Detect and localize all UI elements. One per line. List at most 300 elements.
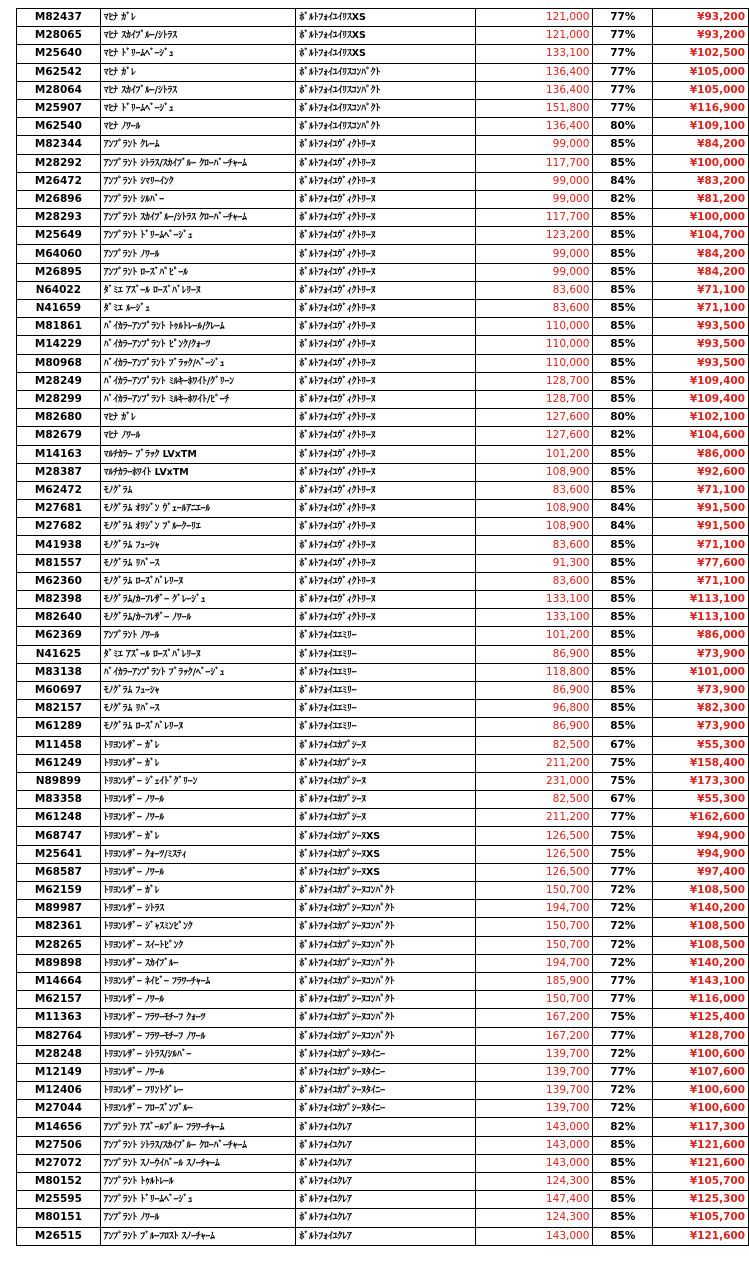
table-row: [17, 81, 749, 99]
retail-price-cell: 128,700: [475, 372, 593, 390]
rate-cell: 85%: [593, 154, 653, 172]
item-name-cell: ﾄﾘﾖﾝﾚｻﾞｰ ｶﾞﾚ: [100, 882, 296, 900]
buy-price-cell: ¥109,100: [653, 118, 749, 136]
retail-price-cell: 99,000: [475, 136, 593, 154]
buy-price-cell: ¥55,300: [653, 736, 749, 754]
buy-price-cell: ¥116,900: [653, 99, 749, 117]
table-row: [17, 718, 749, 736]
model-name-cell: ﾎﾞﾙﾄﾌｫｲﾕｶﾌﾟｼｰﾇ: [296, 736, 475, 754]
model-name-cell: ﾎﾞﾙﾄﾌｫｲﾕｸﾚｱ: [296, 1209, 475, 1227]
rate-cell: 85%: [593, 263, 653, 281]
model-name-cell: ﾎﾞﾙﾄﾌｫｲﾕｶﾌﾟｼｰﾇﾀｲﾆｰ: [296, 1082, 475, 1100]
item-name-cell: ｱﾝﾌﾟﾗﾝﾄ ｽｶｲﾌﾞﾙｰ/ｼﾄﾗｽ ｸﾛｰﾊﾞｰﾁｬｰﾑ: [100, 209, 296, 227]
rate-cell: 77%: [593, 991, 653, 1009]
model-name-cell: ﾎﾞﾙﾄﾌｫｲﾕｶﾌﾟｼｰﾇXS: [296, 827, 475, 845]
model-name-cell: ﾎﾞﾙﾄﾌｫｲﾕｳﾞｨｸﾄﾘｰﾇ: [296, 554, 475, 572]
item-code-cell: M28065: [17, 27, 101, 45]
item-name-cell: ｱﾝﾌﾟﾗﾝﾄ ﾄﾞﾘｰﾑﾍﾞｰｼﾞｭ: [100, 227, 296, 245]
rate-cell: 77%: [593, 99, 653, 117]
item-name-cell: ﾄﾘﾖﾝﾚｻﾞｰ ﾈｲﾋﾞｰ ﾌﾗﾜｰﾁｬｰﾑ: [100, 972, 296, 990]
table-row: [17, 663, 749, 681]
buy-price-cell: ¥93,200: [653, 27, 749, 45]
item-name-cell: ﾓﾉｸﾞﾗﾑ ﾘﾊﾞｰｽ: [100, 554, 296, 572]
retail-price-cell: 143,000: [475, 1136, 593, 1154]
buy-price-cell: ¥73,900: [653, 681, 749, 699]
model-name-cell: ﾎﾞﾙﾄﾌｫｲﾕｶﾌﾟｼｰﾇ: [296, 772, 475, 790]
model-name-cell: ﾎﾞﾙﾄﾌｫｲﾕｳﾞｨｸﾄﾘｰﾇ: [296, 172, 475, 190]
item-code-cell: M82437: [17, 9, 101, 27]
table-row: [17, 1136, 749, 1154]
buy-price-cell: ¥140,200: [653, 900, 749, 918]
item-name-cell: ﾊﾞｲｶﾗｰｱﾝﾌﾟﾗﾝﾄ ﾋﾟﾝｸ/ｸｫｰﾂ: [100, 336, 296, 354]
buy-price-cell: ¥105,000: [653, 81, 749, 99]
item-code-cell: M62360: [17, 572, 101, 590]
retail-price-cell: 150,700: [475, 991, 593, 1009]
rate-cell: 85%: [593, 354, 653, 372]
table-row: [17, 700, 749, 718]
rate-cell: 85%: [593, 1154, 653, 1172]
model-name-cell: ﾎﾞﾙﾄﾌｫｲﾕｳﾞｨｸﾄﾘｰﾇ: [296, 354, 475, 372]
model-name-cell: ﾎﾞﾙﾄﾌｫｲﾕｸﾚｱ: [296, 1136, 475, 1154]
retail-price-cell: 136,400: [475, 118, 593, 136]
retail-price-cell: 124,300: [475, 1209, 593, 1227]
model-name-cell: ﾎﾞﾙﾄﾌｫｲﾕｸﾚｱ: [296, 1173, 475, 1191]
rate-cell: 82%: [593, 190, 653, 208]
item-code-cell: M12149: [17, 1063, 101, 1081]
rate-cell: 85%: [593, 609, 653, 627]
item-name-cell: ﾊﾞｲｶﾗｰｱﾝﾌﾟﾗﾝﾄ ﾌﾞﾗｯｸ/ﾍﾞｰｼﾞｭ: [100, 663, 296, 681]
table-row: [17, 227, 749, 245]
table-row: [17, 45, 749, 63]
item-code-cell: M26896: [17, 190, 101, 208]
rate-cell: 77%: [593, 972, 653, 990]
rate-cell: 85%: [593, 572, 653, 590]
retail-price-cell: 167,200: [475, 1027, 593, 1045]
model-name-cell: ﾎﾞﾙﾄﾌｫｲﾕｶﾌﾟｼｰﾇｺﾝﾊﾟｸﾄ: [296, 954, 475, 972]
retail-price-cell: 108,900: [475, 463, 593, 481]
item-name-cell: ｱﾝﾌﾟﾗﾝﾄ ｼﾙﾊﾞｰ: [100, 190, 296, 208]
rate-cell: 75%: [593, 772, 653, 790]
rate-cell: 77%: [593, 45, 653, 63]
item-code-cell: M82764: [17, 1027, 101, 1045]
rate-cell: 85%: [593, 300, 653, 318]
item-name-cell: ｱﾝﾌﾟﾗﾝﾄ ﾄﾞﾘｰﾑﾍﾞｰｼﾞｭ: [100, 1191, 296, 1209]
model-name-cell: ﾎﾞﾙﾄﾌｫｲﾕｳﾞｨｸﾄﾘｰﾇ: [296, 427, 475, 445]
item-name-cell: ﾄﾘﾖﾝﾚｻﾞｰ ｸｫｰﾂ/ﾐｽﾃｨ: [100, 845, 296, 863]
rate-cell: 72%: [593, 918, 653, 936]
item-name-cell: ﾄﾘﾖﾝﾚｻﾞｰ ｼﾞｬｽﾐﾝﾋﾟﾝｸ: [100, 918, 296, 936]
table-row: [17, 1063, 749, 1081]
table-row: [17, 772, 749, 790]
buy-price-cell: ¥128,700: [653, 1027, 749, 1045]
model-name-cell: ﾎﾞﾙﾄﾌｫｲﾕｳﾞｨｸﾄﾘｰﾇ: [296, 536, 475, 554]
rate-cell: 85%: [593, 718, 653, 736]
model-name-cell: ﾎﾞﾙﾄﾌｫｲﾕｲﾘｽXS: [296, 45, 475, 63]
table-row: [17, 409, 749, 427]
rate-cell: 67%: [593, 736, 653, 754]
item-name-cell: ﾊﾞｲｶﾗｰｱﾝﾌﾟﾗﾝﾄ ﾐﾙｷｰﾎﾜｲﾄ/ｸﾞﾘｰﾝ: [100, 372, 296, 390]
rate-cell: 85%: [593, 700, 653, 718]
buy-price-cell: ¥113,100: [653, 609, 749, 627]
table-row: [17, 754, 749, 772]
rate-cell: 85%: [593, 591, 653, 609]
item-code-cell: M26472: [17, 172, 101, 190]
retail-price-cell: 126,500: [475, 863, 593, 881]
table-row: [17, 99, 749, 117]
rate-cell: 85%: [593, 227, 653, 245]
buy-price-cell: ¥73,900: [653, 718, 749, 736]
table-row: [17, 1191, 749, 1209]
item-name-cell: ﾓﾉｸﾞﾗﾑ ｵﾘｼﾞﾝ ﾌﾞﾙｰｸｰﾘｴ: [100, 518, 296, 536]
table-row: [17, 136, 749, 154]
retail-price-cell: 133,100: [475, 591, 593, 609]
rate-cell: 77%: [593, 1063, 653, 1081]
model-name-cell: ﾎﾞﾙﾄﾌｫｲﾕｳﾞｨｸﾄﾘｰﾇ: [296, 390, 475, 408]
retail-price-cell: 83,600: [475, 572, 593, 590]
table-row: [17, 1227, 749, 1245]
buy-price-cell: ¥84,200: [653, 245, 749, 263]
rate-cell: 72%: [593, 882, 653, 900]
table-row: [17, 1082, 749, 1100]
rate-cell: 85%: [593, 209, 653, 227]
table-row: [17, 609, 749, 627]
item-name-cell: ｱﾝﾌﾟﾗﾝﾄ ｼﾄﾗｽ/ｽｶｲﾌﾞﾙｰ ｸﾛｰﾊﾞｰﾁｬｰﾑ: [100, 154, 296, 172]
retail-price-cell: 121,000: [475, 9, 593, 27]
buy-price-cell: ¥101,000: [653, 663, 749, 681]
table-row: [17, 1209, 749, 1227]
item-name-cell: ﾓﾉｸﾞﾗﾑ/ｶｰﾌﾚｻﾞｰ ﾉﾜｰﾙ: [100, 609, 296, 627]
model-name-cell: ﾎﾞﾙﾄﾌｫｲﾕｴﾐﾘｰ: [296, 627, 475, 645]
table-row: [17, 9, 749, 27]
item-name-cell: ﾓﾉｸﾞﾗﾑ: [100, 481, 296, 499]
buy-price-cell: ¥121,600: [653, 1136, 749, 1154]
buy-price-cell: ¥105,700: [653, 1209, 749, 1227]
rate-cell: 85%: [593, 536, 653, 554]
table-row: [17, 882, 749, 900]
item-name-cell: ﾄﾘﾖﾝﾚｻﾞｰ ｽｶｲﾌﾞﾙｰ: [100, 954, 296, 972]
retail-price-cell: 117,700: [475, 154, 593, 172]
retail-price-cell: 150,700: [475, 918, 593, 936]
retail-price-cell: 110,000: [475, 336, 593, 354]
model-name-cell: ﾎﾞﾙﾄﾌｫｲﾕｳﾞｨｸﾄﾘｰﾇ: [296, 263, 475, 281]
table-row: [17, 318, 749, 336]
model-name-cell: ﾎﾞﾙﾄﾌｫｲﾕｳﾞｨｸﾄﾘｰﾇ: [296, 518, 475, 536]
item-code-cell: M14163: [17, 445, 101, 463]
retail-price-cell: 126,500: [475, 827, 593, 845]
retail-price-cell: 101,200: [475, 445, 593, 463]
buy-price-cell: ¥82,300: [653, 700, 749, 718]
item-name-cell: ｱﾝﾌﾟﾗﾝﾄ ﾌﾞﾙｰﾌﾛｽﾄ ｽﾉｰﾁｬｰﾑ: [100, 1227, 296, 1245]
rate-cell: 85%: [593, 1191, 653, 1209]
rate-cell: 75%: [593, 845, 653, 863]
item-code-cell: M12406: [17, 1082, 101, 1100]
table-row: [17, 190, 749, 208]
retail-price-cell: 123,200: [475, 227, 593, 245]
buy-price-cell: ¥107,600: [653, 1063, 749, 1081]
item-name-cell: ﾊﾞｲｶﾗｰｱﾝﾌﾟﾗﾝﾄ ﾄｩﾙﾄﾚｰﾙ/ｸﾚｰﾑ: [100, 318, 296, 336]
table-row: [17, 791, 749, 809]
buy-price-cell: ¥71,100: [653, 536, 749, 554]
buy-price-cell: ¥109,400: [653, 390, 749, 408]
model-name-cell: ﾎﾞﾙﾄﾌｫｲﾕｲﾘｽｺﾝﾊﾟｸﾄ: [296, 99, 475, 117]
model-name-cell: ﾎﾞﾙﾄﾌｫｲﾕｳﾞｨｸﾄﾘｰﾇ: [296, 300, 475, 318]
retail-price-cell: 86,900: [475, 645, 593, 663]
buy-price-cell: ¥97,400: [653, 863, 749, 881]
item-name-cell: ﾓﾉｸﾞﾗﾑ ﾌｭｰｼｬ: [100, 536, 296, 554]
table-row: [17, 1009, 749, 1027]
retail-price-cell: 127,600: [475, 427, 593, 445]
item-code-cell: M27072: [17, 1154, 101, 1172]
table-row: [17, 736, 749, 754]
rate-cell: 85%: [593, 554, 653, 572]
item-code-cell: M25649: [17, 227, 101, 245]
retail-price-cell: 143,000: [475, 1227, 593, 1245]
model-name-cell: ﾎﾞﾙﾄﾌｫｲﾕｳﾞｨｸﾄﾘｰﾇ: [296, 318, 475, 336]
buy-price-cell: ¥140,200: [653, 954, 749, 972]
item-name-cell: ﾄﾘﾖﾝﾚｻﾞｰ ｼﾞｪｲﾄﾞｸﾞﾘｰﾝ: [100, 772, 296, 790]
rate-cell: 75%: [593, 827, 653, 845]
model-name-cell: ﾎﾞﾙﾄﾌｫｲﾕｳﾞｨｸﾄﾘｰﾇ: [296, 591, 475, 609]
item-code-cell: M28292: [17, 154, 101, 172]
buy-price-cell: ¥125,300: [653, 1191, 749, 1209]
buy-price-cell: ¥94,900: [653, 827, 749, 845]
table-row: [17, 427, 749, 445]
item-code-cell: M11363: [17, 1009, 101, 1027]
buy-price-cell: ¥109,400: [653, 372, 749, 390]
buy-price-cell: ¥71,100: [653, 300, 749, 318]
retail-price-cell: 121,000: [475, 27, 593, 45]
item-name-cell: ﾄﾘﾖﾝﾚｻﾞｰ ﾉﾜｰﾙ: [100, 863, 296, 881]
rate-cell: 85%: [593, 136, 653, 154]
retail-price-cell: 147,400: [475, 1191, 593, 1209]
item-code-cell: M62157: [17, 991, 101, 1009]
retail-price-cell: 83,600: [475, 300, 593, 318]
item-code-cell: M62540: [17, 118, 101, 136]
model-name-cell: ﾎﾞﾙﾄﾌｫｲﾕｶﾌﾟｼｰﾇｺﾝﾊﾟｸﾄ: [296, 882, 475, 900]
item-name-cell: ﾏﾋﾅ ｶﾞﾚ: [100, 9, 296, 27]
item-code-cell: M26515: [17, 1227, 101, 1245]
model-name-cell: ﾎﾞﾙﾄﾌｫｲﾕｳﾞｨｸﾄﾘｰﾇ: [296, 281, 475, 299]
rate-cell: 80%: [593, 409, 653, 427]
rate-cell: 72%: [593, 1100, 653, 1118]
item-code-cell: M81861: [17, 318, 101, 336]
item-code-cell: M27681: [17, 500, 101, 518]
retail-price-cell: 110,000: [475, 318, 593, 336]
item-name-cell: ﾓﾉｸﾞﾗﾑ ﾛｰｽﾞﾊﾞﾚﾘｰﾇ: [100, 572, 296, 590]
item-code-cell: M80968: [17, 354, 101, 372]
item-name-cell: ﾄﾘﾖﾝﾚｻﾞｰ ｽｲｰﾄﾋﾟﾝｸ: [100, 936, 296, 954]
item-code-cell: M14229: [17, 336, 101, 354]
item-code-cell: N41659: [17, 300, 101, 318]
model-name-cell: ﾎﾞﾙﾄﾌｫｲﾕｳﾞｨｸﾄﾘｰﾇ: [296, 209, 475, 227]
item-code-cell: M61249: [17, 754, 101, 772]
item-name-cell: ﾓﾉｸﾞﾗﾑ ﾌｭｰｼｬ: [100, 681, 296, 699]
model-name-cell: ﾎﾞﾙﾄﾌｫｲﾕｲﾘｽｺﾝﾊﾟｸﾄ: [296, 118, 475, 136]
retail-price-cell: 150,700: [475, 882, 593, 900]
item-code-cell: M28387: [17, 463, 101, 481]
retail-price-cell: 83,600: [475, 281, 593, 299]
rate-cell: 84%: [593, 500, 653, 518]
buy-price-cell: ¥81,200: [653, 190, 749, 208]
item-code-cell: M64060: [17, 245, 101, 263]
item-code-cell: M27682: [17, 518, 101, 536]
retail-price-cell: 82,500: [475, 791, 593, 809]
item-code-cell: M82398: [17, 591, 101, 609]
buy-price-cell: ¥105,700: [653, 1173, 749, 1191]
table-row: [17, 863, 749, 881]
item-name-cell: ﾓﾉｸﾞﾗﾑ ｵﾘｼﾞﾝ ｳﾞｪｰﾙｱﾆｴｰﾙ: [100, 500, 296, 518]
item-code-cell: M41938: [17, 536, 101, 554]
item-name-cell: ﾓﾉｸﾞﾗﾑ ﾘﾊﾞｰｽ: [100, 700, 296, 718]
model-name-cell: ﾎﾞﾙﾄﾌｫｲﾕｶﾌﾟｼｰﾇｺﾝﾊﾟｸﾄ: [296, 918, 475, 936]
buy-price-cell: ¥116,000: [653, 991, 749, 1009]
buy-price-cell: ¥104,700: [653, 227, 749, 245]
buy-price-cell: ¥92,600: [653, 463, 749, 481]
item-name-cell: ﾄﾘﾖﾝﾚｻﾞｰ ﾉﾜｰﾙ: [100, 1063, 296, 1081]
retail-price-cell: 86,900: [475, 718, 593, 736]
retail-price-cell: 139,700: [475, 1063, 593, 1081]
item-code-cell: M82344: [17, 136, 101, 154]
item-code-cell: M81557: [17, 554, 101, 572]
model-name-cell: ﾎﾞﾙﾄﾌｫｲﾕｶﾌﾟｼｰﾇｺﾝﾊﾟｸﾄ: [296, 991, 475, 1009]
retail-price-cell: 99,000: [475, 263, 593, 281]
item-code-cell: M80151: [17, 1209, 101, 1227]
table-row: [17, 936, 749, 954]
model-name-cell: ﾎﾞﾙﾄﾌｫｲﾕｸﾚｱ: [296, 1154, 475, 1172]
rate-cell: 72%: [593, 900, 653, 918]
table-row: [17, 1027, 749, 1045]
model-name-cell: ﾎﾞﾙﾄﾌｫｲﾕｳﾞｨｸﾄﾘｰﾇ: [296, 245, 475, 263]
retail-price-cell: 108,900: [475, 518, 593, 536]
retail-price-cell: 99,000: [475, 190, 593, 208]
buy-price-cell: ¥94,900: [653, 845, 749, 863]
buy-price-cell: ¥71,100: [653, 281, 749, 299]
model-name-cell: ﾎﾞﾙﾄﾌｫｲﾕｴﾐﾘｰ: [296, 645, 475, 663]
model-name-cell: ﾎﾞﾙﾄﾌｫｲﾕｲﾘｽXS: [296, 27, 475, 45]
model-name-cell: ﾎﾞﾙﾄﾌｫｲﾕｳﾞｨｸﾄﾘｰﾇ: [296, 500, 475, 518]
model-name-cell: ﾎﾞﾙﾄﾌｫｲﾕｳﾞｨｸﾄﾘｰﾇ: [296, 227, 475, 245]
rate-cell: 77%: [593, 9, 653, 27]
table-row: [17, 536, 749, 554]
item-name-cell: ﾓﾉｸﾞﾗﾑ/ｶｰﾌﾚｻﾞｰ ｸﾞﾚｰｼﾞｭ: [100, 591, 296, 609]
model-name-cell: ﾎﾞﾙﾄﾌｫｲﾕｸﾚｱ: [296, 1191, 475, 1209]
item-code-cell: M80152: [17, 1173, 101, 1191]
rate-cell: 85%: [593, 1227, 653, 1245]
table-row: [17, 1045, 749, 1063]
item-code-cell: M68747: [17, 827, 101, 845]
item-name-cell: ｱﾝﾌﾟﾗﾝﾄ ｼﾄﾗｽ/ｽｶｲﾌﾞﾙｰ ｸﾛｰﾊﾞｰﾁｬｰﾑ: [100, 1136, 296, 1154]
item-code-cell: M83138: [17, 663, 101, 681]
item-code-cell: M28249: [17, 372, 101, 390]
model-name-cell: ﾎﾞﾙﾄﾌｫｲﾕｳﾞｨｸﾄﾘｰﾇ: [296, 136, 475, 154]
item-name-cell: ﾄﾘﾖﾝﾚｻﾞｰ ｶﾞﾚ: [100, 736, 296, 754]
retail-price-cell: 194,700: [475, 954, 593, 972]
model-name-cell: ﾎﾞﾙﾄﾌｫｲﾕｶﾌﾟｼｰﾇｺﾝﾊﾟｸﾄ: [296, 1009, 475, 1027]
model-name-cell: ﾎﾞﾙﾄﾌｫｲﾕｶﾌﾟｼｰﾇ: [296, 754, 475, 772]
item-code-cell: M62472: [17, 481, 101, 499]
retail-price-cell: 231,000: [475, 772, 593, 790]
buy-price-cell: ¥93,500: [653, 354, 749, 372]
item-code-cell: M61248: [17, 809, 101, 827]
retail-price-cell: 99,000: [475, 172, 593, 190]
model-name-cell: ﾎﾞﾙﾄﾌｫｲﾕｲﾘｽXS: [296, 9, 475, 27]
rate-cell: 82%: [593, 1118, 653, 1136]
table-row: [17, 263, 749, 281]
item-name-cell: ﾀﾞﾐｴ ｱｽﾞｰﾙ ﾛｰｽﾞﾊﾞﾚﾘｰﾇ: [100, 281, 296, 299]
rate-cell: 72%: [593, 936, 653, 954]
table-row: [17, 481, 749, 499]
retail-price-cell: 101,200: [475, 627, 593, 645]
model-name-cell: ﾎﾞﾙﾄﾌｫｲﾕｶﾌﾟｼｰﾇﾀｲﾆｰ: [296, 1100, 475, 1118]
retail-price-cell: 143,000: [475, 1118, 593, 1136]
item-name-cell: ｱﾝﾌﾟﾗﾝﾄ ﾉﾜｰﾙ: [100, 627, 296, 645]
item-name-cell: ﾏﾋﾅ ｽｶｲﾌﾞﾙｰ/ｼﾄﾗｽ: [100, 27, 296, 45]
item-name-cell: ﾏﾋﾅ ﾄﾞﾘｰﾑﾍﾞｰｼﾞｭ: [100, 45, 296, 63]
item-name-cell: ﾄﾘﾖﾝﾚｻﾞｰ ﾌﾗﾜｰﾓﾁｰﾌ ｸｫｰﾂ: [100, 1009, 296, 1027]
item-code-cell: M82679: [17, 427, 101, 445]
retail-price-cell: 126,500: [475, 845, 593, 863]
model-name-cell: ﾎﾞﾙﾄﾌｫｲﾕｴﾐﾘｰ: [296, 663, 475, 681]
table-row: [17, 245, 749, 263]
item-code-cell: M27506: [17, 1136, 101, 1154]
item-code-cell: M82680: [17, 409, 101, 427]
item-name-cell: ﾏﾋﾅ ﾄﾞﾘｰﾑﾍﾞｰｼﾞｭ: [100, 99, 296, 117]
buy-price-cell: ¥93,200: [653, 9, 749, 27]
item-code-cell: N41625: [17, 645, 101, 663]
rate-cell: 85%: [593, 445, 653, 463]
buy-price-cell: ¥73,900: [653, 645, 749, 663]
item-code-cell: M28299: [17, 390, 101, 408]
item-name-cell: ﾏﾋﾅ ｶﾞﾚ: [100, 63, 296, 81]
buy-price-cell: ¥117,300: [653, 1118, 749, 1136]
table-row: [17, 463, 749, 481]
model-name-cell: ﾎﾞﾙﾄﾌｫｲﾕｳﾞｨｸﾄﾘｰﾇ: [296, 190, 475, 208]
item-code-cell: M61289: [17, 718, 101, 736]
item-name-cell: ｱﾝﾌﾟﾗﾝﾄ ｱｽﾞｰﾙﾌﾞﾙｰ ﾌﾗﾜｰﾁｬｰﾑ: [100, 1118, 296, 1136]
item-name-cell: ﾄﾘﾖﾝﾚｻﾞｰ ｼﾄﾗｽ: [100, 900, 296, 918]
item-code-cell: M28265: [17, 936, 101, 954]
model-name-cell: ﾎﾞﾙﾄﾌｫｲﾕｴﾐﾘｰ: [296, 700, 475, 718]
retail-price-cell: 150,700: [475, 936, 593, 954]
item-name-cell: ｱﾝﾌﾟﾗﾝﾄ ﾄｩﾙﾄﾚｰﾙ: [100, 1173, 296, 1191]
buy-price-cell: ¥93,500: [653, 318, 749, 336]
model-name-cell: ﾎﾞﾙﾄﾌｫｲﾕｳﾞｨｸﾄﾘｰﾇ: [296, 409, 475, 427]
model-name-cell: ﾎﾞﾙﾄﾌｫｲﾕｴﾐﾘｰ: [296, 718, 475, 736]
retail-price-cell: 143,000: [475, 1154, 593, 1172]
table-row: [17, 900, 749, 918]
model-name-cell: ﾎﾞﾙﾄﾌｫｲﾕｶﾌﾟｼｰﾇﾀｲﾆｰ: [296, 1063, 475, 1081]
item-code-cell: M25641: [17, 845, 101, 863]
retail-price-cell: 194,700: [475, 900, 593, 918]
table-row: [17, 63, 749, 81]
rate-cell: 77%: [593, 809, 653, 827]
retail-price-cell: 83,600: [475, 481, 593, 499]
retail-price-cell: 139,700: [475, 1100, 593, 1118]
rate-cell: 85%: [593, 663, 653, 681]
model-name-cell: ﾎﾞﾙﾄﾌｫｲﾕｲﾘｽｺﾝﾊﾟｸﾄ: [296, 81, 475, 99]
item-name-cell: ｱﾝﾌﾟﾗﾝﾄ ﾉﾜｰﾙ: [100, 1209, 296, 1227]
table-row: [17, 336, 749, 354]
buy-price-cell: ¥77,600: [653, 554, 749, 572]
rate-cell: 77%: [593, 63, 653, 81]
retail-price-cell: 86,900: [475, 681, 593, 699]
item-code-cell: M60697: [17, 681, 101, 699]
item-code-cell: N64022: [17, 281, 101, 299]
item-code-cell: M89987: [17, 900, 101, 918]
retail-price-cell: 139,700: [475, 1045, 593, 1063]
buy-price-cell: ¥108,500: [653, 936, 749, 954]
table-row: [17, 209, 749, 227]
